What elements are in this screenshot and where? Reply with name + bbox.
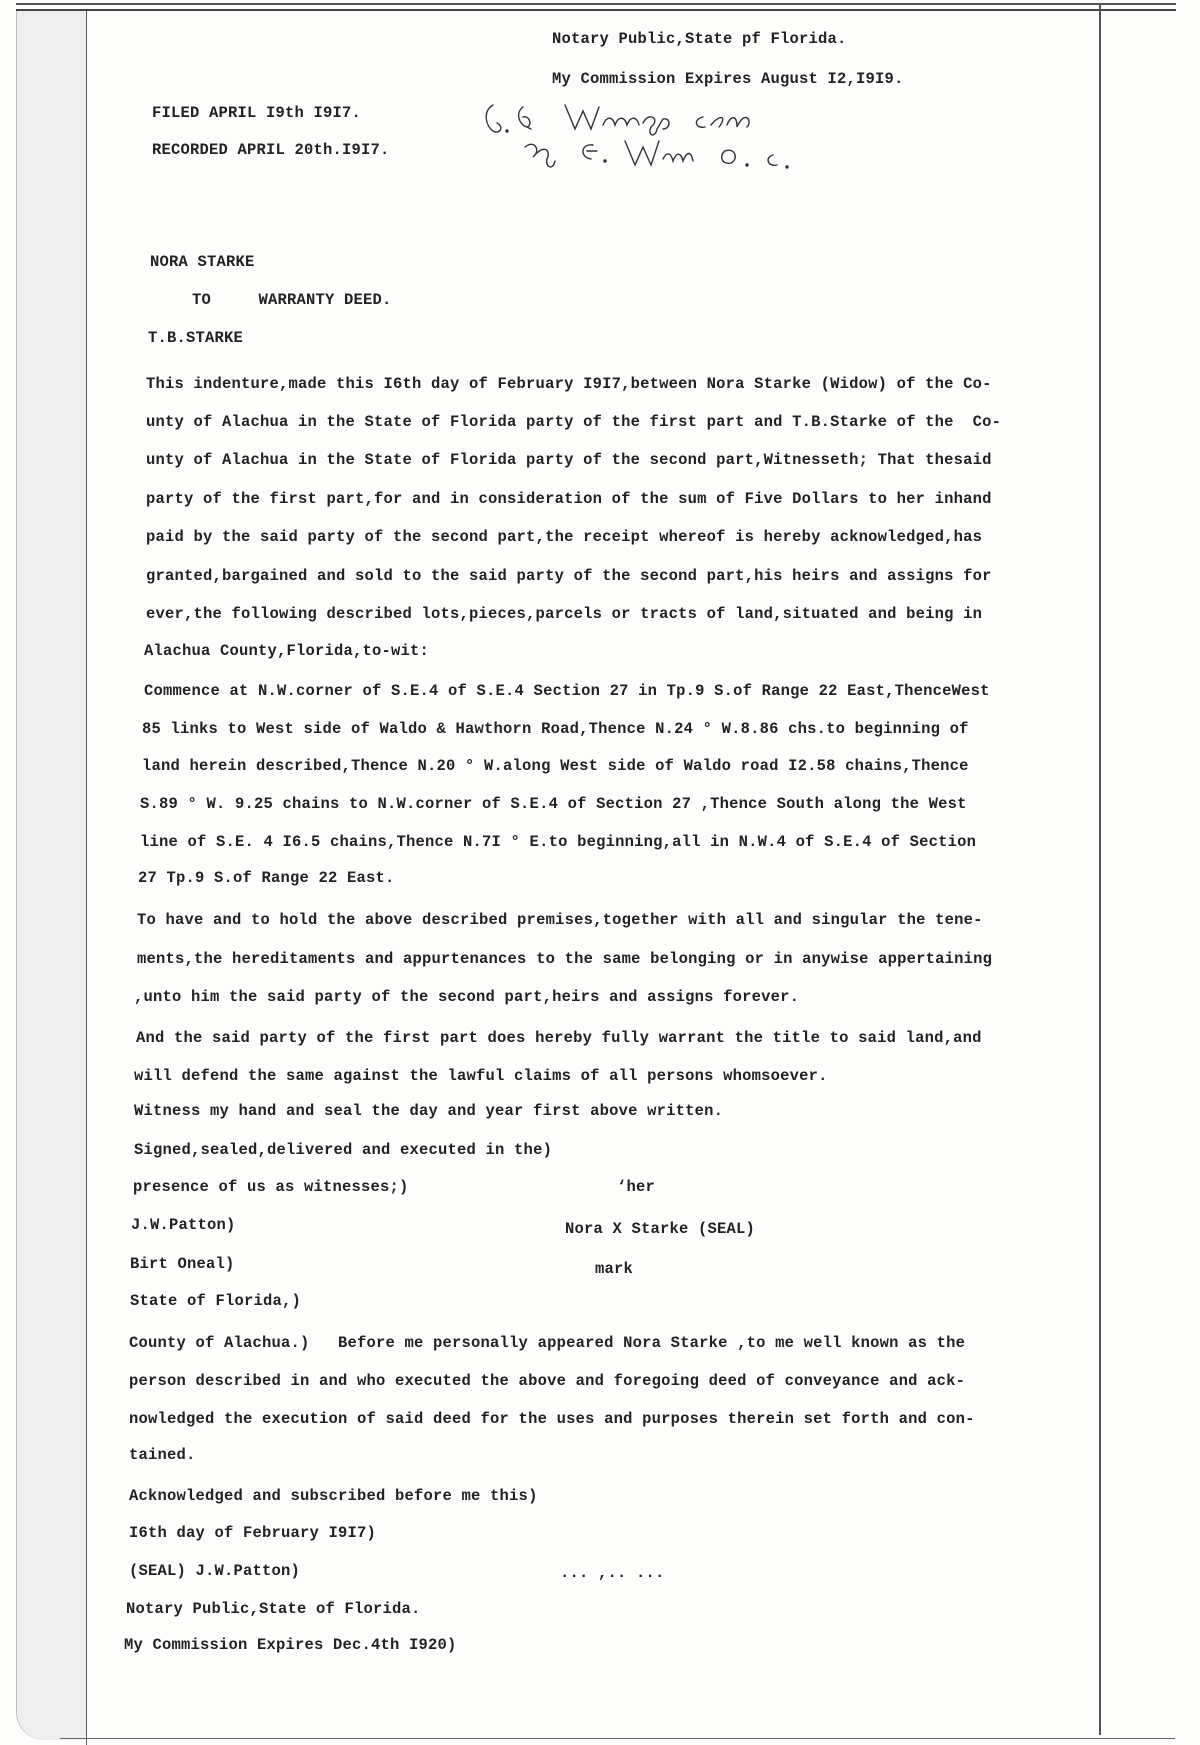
grantor-signature: Nora X Starke (SEAL): [565, 1220, 756, 1238]
acknowledgment-line: tained.: [129, 1446, 196, 1464]
binding-margin: [16, 10, 87, 1740]
header-notary-title: Notary Public,State pf Florida.: [552, 30, 847, 48]
description-line: line of S.E. 4 I6.5 chains,Thence N.7I ° E.to beginning,all in N.W.4 of S.E.4 of Section: [140, 833, 977, 851]
warranty-line: And the said party of the first part does hereby fully warrant the title to said land,and: [136, 1029, 982, 1047]
top-rule: [16, 3, 1176, 5]
habendum-line: To have and to hold the above described premises,together with all and singular the tene-: [137, 911, 983, 929]
body-line: party of the first part,for and in consideration of the sum of Five Dollars to her inhand: [146, 490, 992, 508]
notary-seal-name: (SEAL) J.W.Patton): [129, 1562, 301, 1580]
mark-label: mark: [595, 1260, 634, 1278]
signed-sealed-line: Signed,sealed,delivered and executed in the): [134, 1141, 553, 1159]
presence-line: presence of us as witnesses;): [133, 1178, 409, 1196]
grantee-name: T.B.STARKE: [148, 329, 244, 347]
filed-date: FILED APRIL I9th I9I7.: [152, 104, 362, 122]
notary-commission: My Commission Expires Dec.4th I920): [124, 1636, 457, 1654]
her-mark-label: ‘her: [617, 1178, 656, 1196]
habendum-line: ments,the hereditaments and appurtenances to the same belonging or in anywise appertaining: [137, 950, 993, 968]
body-line: Alachua County,Florida,to-wit:: [144, 642, 430, 660]
body-line: unty of Alachua in the State of Florida party of the first part and T.B.Starke of the Co-: [146, 413, 1002, 431]
left-margin-rule: [86, 10, 87, 1745]
acknowledgment-date: I6th day of February I9I7): [129, 1524, 377, 1542]
description-line: S.89 ° W. 9.25 chains to N.W.corner of S.E.4 of Section 27 ,Thence South along the West: [140, 795, 967, 813]
top-rule-inner: [16, 9, 1176, 11]
warranty-line: will defend the same against the lawful claims of all persons whomsoever.: [134, 1067, 828, 1085]
body-line: unty of Alachua in the State of Florida party of the second part,Witnesseth; That thesaid: [146, 451, 992, 469]
clerk-signature: [475, 95, 895, 175]
witness-2: Birt Oneal): [130, 1255, 235, 1273]
bottom-rule: [60, 1738, 1175, 1739]
body-line: ever,the following described lots,pieces,parcels or tracts of land,situated and being in: [146, 605, 983, 623]
grantor-name: NORA STARKE: [150, 253, 255, 271]
state-line: State of Florida,): [130, 1292, 302, 1310]
body-line: granted,bargained and sold to the said party of the second part,his heirs and assigns for: [146, 567, 992, 585]
description-line: 27 Tp.9 S.of Range 22 East.: [138, 869, 395, 887]
acknowledgment-line: County of Alachua.) Before me personally appeared Nora Starke ,to me well known as the: [129, 1334, 966, 1352]
body-line: paid by the said party of the second part,the receipt whereof is hereby acknowledged,has: [146, 528, 983, 546]
header-notary-commission: My Commission Expires August I2,I9I9.: [552, 70, 904, 88]
recorded-date: RECORDED APRIL 20th.I9I7.: [152, 141, 390, 159]
acknowledged-subscribed: Acknowledged and subscribed before me this): [129, 1487, 538, 1505]
habendum-line: ,unto him the said party of the second part,heirs and assigns forever.: [134, 988, 800, 1006]
description-line: 85 links to West side of Waldo & Hawthorn Road,Thence N.24 ° W.8.86 chs.to beginning of: [142, 720, 969, 738]
description-line: land herein described,Thence N.20 ° W.along West side of Waldo road I2.58 chains,Thence: [142, 757, 969, 775]
acknowledgment-line: person described in and who executed the above and foregoing deed of conveyance and ack-: [129, 1372, 966, 1390]
right-margin-rule: [1099, 5, 1101, 1735]
deed-type: TO WARRANTY DEED.: [192, 291, 392, 309]
acknowledgment-line: nowledged the execution of said deed for the uses and purposes therein set forth and con-: [129, 1410, 975, 1428]
body-line: This indenture,made this I6th day of February I9I7,between Nora Starke (Widow) of the Co-: [146, 375, 992, 393]
warranty-line: Witness my hand and seal the day and year first above written.: [134, 1102, 724, 1120]
witness-1: J.W.Patton): [131, 1216, 236, 1234]
description-line: Commence at N.W.corner of S.E.4 of S.E.4 Section 27 in Tp.9 S.of Range 22 East,ThenceWest: [144, 682, 990, 700]
dotted-filler: ... ,.. ...: [560, 1564, 665, 1582]
notary-title: Notary Public,State of Florida.: [126, 1600, 421, 1618]
